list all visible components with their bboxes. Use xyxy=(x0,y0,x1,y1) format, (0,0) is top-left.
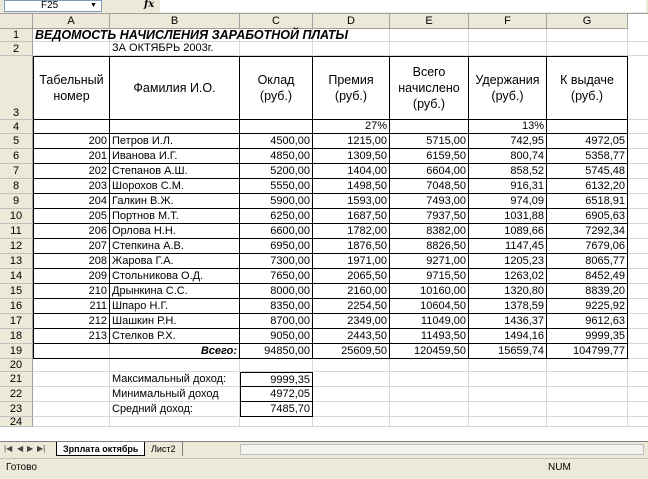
cell-bonus[interactable]: 1404,00 xyxy=(313,164,390,179)
status-bar xyxy=(0,458,648,479)
cell-bonus[interactable]: 1971,00 xyxy=(313,254,390,269)
premium-rate[interactable]: 27% xyxy=(313,120,390,134)
cell-total[interactable]: 9271,00 xyxy=(390,254,469,269)
cell-salary[interactable]: 7650,00 xyxy=(240,269,313,284)
cell-id[interactable]: 203 xyxy=(33,179,110,194)
cell-deduct[interactable]: 1436,37 xyxy=(469,314,547,329)
tab-list2[interactable]: Лист2 xyxy=(145,442,183,456)
cell-id[interactable]: 205 xyxy=(33,209,110,224)
stat-label[interactable]: Средний доход: xyxy=(112,403,193,415)
num-lock-indicator: NUM xyxy=(548,462,571,473)
row-header-7[interactable]: 7 xyxy=(0,164,33,179)
column-header-e[interactable]: E xyxy=(390,14,469,29)
cell-id[interactable]: 209 xyxy=(33,269,110,284)
cell-name[interactable]: Степанов А.Ш. xyxy=(110,164,240,179)
cell-name[interactable]: Шорохов С.М. xyxy=(110,179,240,194)
row-header-12[interactable]: 12 xyxy=(0,239,33,254)
cell-id[interactable]: 210 xyxy=(33,284,110,299)
cell-bonus[interactable]: 1593,00 xyxy=(313,194,390,209)
total-deduct[interactable]: 15659,74 xyxy=(469,344,547,359)
cell-id[interactable]: 212 xyxy=(33,314,110,329)
cell-id[interactable]: 211 xyxy=(33,299,110,314)
row-header-1[interactable]: 1 xyxy=(0,29,33,42)
cell-deduct[interactable]: 1320,80 xyxy=(469,284,547,299)
cell-salary[interactable]: 8350,00 xyxy=(240,299,313,314)
row-header-2[interactable]: 2 xyxy=(0,42,33,56)
cell-pay[interactable]: 7292,34 xyxy=(547,224,628,239)
header-d[interactable]: Премия (руб.) xyxy=(313,56,390,120)
cell-id[interactable]: 206 xyxy=(33,224,110,239)
cell-total[interactable]: 7937,50 xyxy=(390,209,469,224)
cell-total[interactable]: 6159,50 xyxy=(390,149,469,164)
cell-name[interactable]: Стольникова О.Д. xyxy=(110,269,240,284)
stat-label[interactable]: Минимальный доход xyxy=(112,388,219,400)
cell-pay[interactable]: 5745,48 xyxy=(547,164,628,179)
cell-id[interactable]: 200 xyxy=(33,134,110,149)
cell-deduct[interactable]: 974,09 xyxy=(469,194,547,209)
name-box[interactable] xyxy=(4,0,102,12)
cell-pay[interactable]: 9225,92 xyxy=(547,299,628,314)
cell-deduct[interactable]: 916,31 xyxy=(469,179,547,194)
cell-bonus[interactable]: 1309,50 xyxy=(313,149,390,164)
row-header-24[interactable]: 24 xyxy=(0,417,33,427)
column-header-g[interactable]: G xyxy=(547,14,628,29)
cell-pay[interactable]: 4972,05 xyxy=(547,134,628,149)
cell-bonus[interactable]: 1215,00 xyxy=(313,134,390,149)
cell-name[interactable]: Жарова Г.А. xyxy=(110,254,240,269)
cell-bonus[interactable]: 1498,50 xyxy=(313,179,390,194)
cell-pay[interactable]: 6518,91 xyxy=(547,194,628,209)
next-sheet-icon[interactable]: ▶ xyxy=(27,444,34,453)
rate-cell-b[interactable] xyxy=(110,120,240,134)
stat-value[interactable]: 4972,05 xyxy=(240,387,313,402)
row-header-9[interactable]: 9 xyxy=(0,194,33,209)
stat-value[interactable]: 7485,70 xyxy=(240,402,313,417)
cell-id[interactable]: 207 xyxy=(33,239,110,254)
cell-deduct[interactable]: 858,52 xyxy=(469,164,547,179)
cell-total[interactable]: 6604,00 xyxy=(390,164,469,179)
cell-bonus[interactable]: 1876,50 xyxy=(313,239,390,254)
cell-deduct[interactable]: 1378,59 xyxy=(469,299,547,314)
cell-deduct[interactable]: 1205,23 xyxy=(469,254,547,269)
cell-name[interactable]: Иванова И.Г. xyxy=(110,149,240,164)
cell-id[interactable]: 208 xyxy=(33,254,110,269)
cell-deduct[interactable]: 1494,16 xyxy=(469,329,547,344)
last-sheet-icon[interactable]: ▶| xyxy=(37,444,46,453)
cell-id[interactable]: 204 xyxy=(33,194,110,209)
cell-deduct[interactable]: 1031,88 xyxy=(469,209,547,224)
cell-name[interactable]: Галкин В.Ж. xyxy=(110,194,240,209)
row-header-11[interactable]: 11 xyxy=(0,224,33,239)
row-header-16[interactable]: 16 xyxy=(0,299,33,314)
header-c[interactable]: Оклад (руб.) xyxy=(240,56,313,120)
cell-salary[interactable]: 5550,00 xyxy=(240,179,313,194)
cell-salary[interactable]: 6250,00 xyxy=(240,209,313,224)
cell-name[interactable]: Орлова Н.Н. xyxy=(110,224,240,239)
header-a[interactable]: Табельный номер xyxy=(33,56,110,120)
first-sheet-icon[interactable]: |◀ xyxy=(4,444,13,453)
row-header-14[interactable]: 14 xyxy=(0,269,33,284)
cell-name[interactable]: Петров И.Л. xyxy=(110,134,240,149)
header-g[interactable]: К выдаче (руб.) xyxy=(547,56,628,120)
column-header-f[interactable]: F xyxy=(469,14,547,29)
cell-total[interactable]: 11049,00 xyxy=(390,314,469,329)
cell-bonus[interactable]: 2254,50 xyxy=(313,299,390,314)
formula-bar xyxy=(0,0,648,14)
row-header-17[interactable]: 17 xyxy=(0,314,33,329)
deduction-rate[interactable]: 13% xyxy=(469,120,547,134)
cell-name[interactable]: Шашкин Р.Н. xyxy=(110,314,240,329)
header-f[interactable]: Удержания (руб.) xyxy=(469,56,547,120)
cell-deduct[interactable]: 1147,45 xyxy=(469,239,547,254)
row-header-5[interactable]: 5 xyxy=(0,134,33,149)
row-header-18[interactable]: 18 xyxy=(0,329,33,344)
rate-cell-c[interactable] xyxy=(240,120,313,134)
cell-total[interactable]: 8826,50 xyxy=(390,239,469,254)
select-all-corner[interactable] xyxy=(0,14,33,29)
cell-salary[interactable]: 9050,00 xyxy=(240,329,313,344)
column-header-c[interactable]: C xyxy=(240,14,313,29)
cell-id[interactable]: 202 xyxy=(33,164,110,179)
cell-pay[interactable]: 6905,63 xyxy=(547,209,628,224)
cell-total[interactable]: 8382,00 xyxy=(390,224,469,239)
cell-pay[interactable]: 9612,63 xyxy=(547,314,628,329)
cell-pay[interactable]: 8065,77 xyxy=(547,254,628,269)
cell-total[interactable]: 11493,50 xyxy=(390,329,469,344)
cell-total[interactable]: 9715,50 xyxy=(390,269,469,284)
row-header-22[interactable]: 22 xyxy=(0,387,33,402)
cell-pay[interactable]: 8839,20 xyxy=(547,284,628,299)
cell-bonus[interactable]: 2065,50 xyxy=(313,269,390,284)
cell-salary[interactable]: 6600,00 xyxy=(240,224,313,239)
tab-zarplata-oktyabr[interactable]: Зрплата октябрь xyxy=(56,442,145,456)
cell-salary[interactable]: 8700,00 xyxy=(240,314,313,329)
row-header-10[interactable]: 10 xyxy=(0,209,33,224)
sheet-subtitle[interactable]: ЗА ОКТЯБРЬ 2003г. xyxy=(112,42,214,54)
total-total[interactable]: 120459,50 xyxy=(390,344,469,359)
row-header-23[interactable]: 23 xyxy=(0,402,33,417)
cell-name[interactable]: Портнов М.Т. xyxy=(110,209,240,224)
cell-salary[interactable]: 4850,00 xyxy=(240,149,313,164)
cell-total[interactable]: 10604,50 xyxy=(390,299,469,314)
cell-pay[interactable]: 9999,35 xyxy=(547,329,628,344)
cell-bonus[interactable]: 2443,50 xyxy=(313,329,390,344)
cell-salary[interactable]: 7300,00 xyxy=(240,254,313,269)
cell-salary[interactable]: 6950,00 xyxy=(240,239,313,254)
horizontal-scrollbar[interactable] xyxy=(240,444,644,455)
prev-sheet-icon[interactable]: ◀ xyxy=(17,444,24,453)
total-pay[interactable]: 104799,77 xyxy=(547,344,628,359)
column-header-a[interactable]: A xyxy=(33,14,110,29)
cell-total[interactable]: 10160,00 xyxy=(390,284,469,299)
cell-bonus[interactable]: 1782,00 xyxy=(313,224,390,239)
column-header-b[interactable]: B xyxy=(110,14,240,29)
sheet-tab-bar xyxy=(0,441,648,458)
rate-cell-g[interactable] xyxy=(547,120,628,134)
total-bonus[interactable]: 25609,50 xyxy=(313,344,390,359)
cell-id[interactable]: 213 xyxy=(33,329,110,344)
row-header-21[interactable]: 21 xyxy=(0,372,33,387)
cell-salary[interactable]: 5200,00 xyxy=(240,164,313,179)
cell-name[interactable]: Шпаро Н.Г. xyxy=(110,299,240,314)
column-header-d[interactable]: D xyxy=(313,14,390,29)
rate-cell-a[interactable] xyxy=(33,120,110,134)
cell-deduct[interactable]: 1089,66 xyxy=(469,224,547,239)
cell-salary[interactable]: 8000,00 xyxy=(240,284,313,299)
cell-salary[interactable]: 4500,00 xyxy=(240,134,313,149)
cell-name[interactable]: Дрынкина С.С. xyxy=(110,284,240,299)
function-icon[interactable]: fx xyxy=(144,0,155,10)
row-header-13[interactable]: 13 xyxy=(0,254,33,269)
cell-pay[interactable]: 8452,49 xyxy=(547,269,628,284)
cell-id[interactable]: 201 xyxy=(33,149,110,164)
row-header-20[interactable]: 20 xyxy=(0,359,33,372)
total-label[interactable]: Всего: xyxy=(33,344,240,359)
cell-total[interactable]: 5715,00 xyxy=(390,134,469,149)
stat-label[interactable]: Максимальный доход: xyxy=(112,373,227,385)
header-b[interactable]: Фамилия И.О. xyxy=(110,56,240,120)
cell-total[interactable]: 7048,50 xyxy=(390,179,469,194)
cell-total[interactable]: 7493,00 xyxy=(390,194,469,209)
chevron-down-icon[interactable]: ▼ xyxy=(90,2,97,9)
row-header-3[interactable]: 3 xyxy=(0,56,33,120)
formula-input[interactable] xyxy=(160,0,646,12)
cell-salary[interactable]: 5900,00 xyxy=(240,194,313,209)
row-header-19[interactable]: 19 xyxy=(0,344,33,359)
stat-value[interactable]: 9999,35 xyxy=(240,372,313,387)
sheet-title[interactable]: ВЕДОМОСТЬ НАЧИСЛЕНИЯ ЗАРАБОТНОЙ ПЛАТЫ xyxy=(35,28,348,42)
cell-deduct[interactable]: 1263,02 xyxy=(469,269,547,284)
cell-bonus[interactable]: 2160,00 xyxy=(313,284,390,299)
row-header-8[interactable]: 8 xyxy=(0,179,33,194)
status-ready: Готово xyxy=(6,462,37,473)
name-box-value: F25 xyxy=(41,0,59,11)
cell-name[interactable]: Степкина А.В. xyxy=(110,239,240,254)
cell-name[interactable]: Стелков Р.Х. xyxy=(110,329,240,344)
cell-pay[interactable]: 7679,06 xyxy=(547,239,628,254)
cell-bonus[interactable]: 1687,50 xyxy=(313,209,390,224)
row-header-4[interactable]: 4 xyxy=(0,120,33,134)
total-salary[interactable]: 94850,00 xyxy=(240,344,313,359)
header-e[interactable]: Всего начислено (руб.) xyxy=(390,56,469,120)
cell-bonus[interactable]: 2349,00 xyxy=(313,314,390,329)
cell-deduct[interactable]: 800,74 xyxy=(469,149,547,164)
row-header-15[interactable]: 15 xyxy=(0,284,33,299)
cell-pay[interactable]: 5358,77 xyxy=(547,149,628,164)
cell-deduct[interactable]: 742,95 xyxy=(469,134,547,149)
rate-cell-e[interactable] xyxy=(390,120,469,134)
cell-pay[interactable]: 6132,20 xyxy=(547,179,628,194)
row-header-6[interactable]: 6 xyxy=(0,149,33,164)
